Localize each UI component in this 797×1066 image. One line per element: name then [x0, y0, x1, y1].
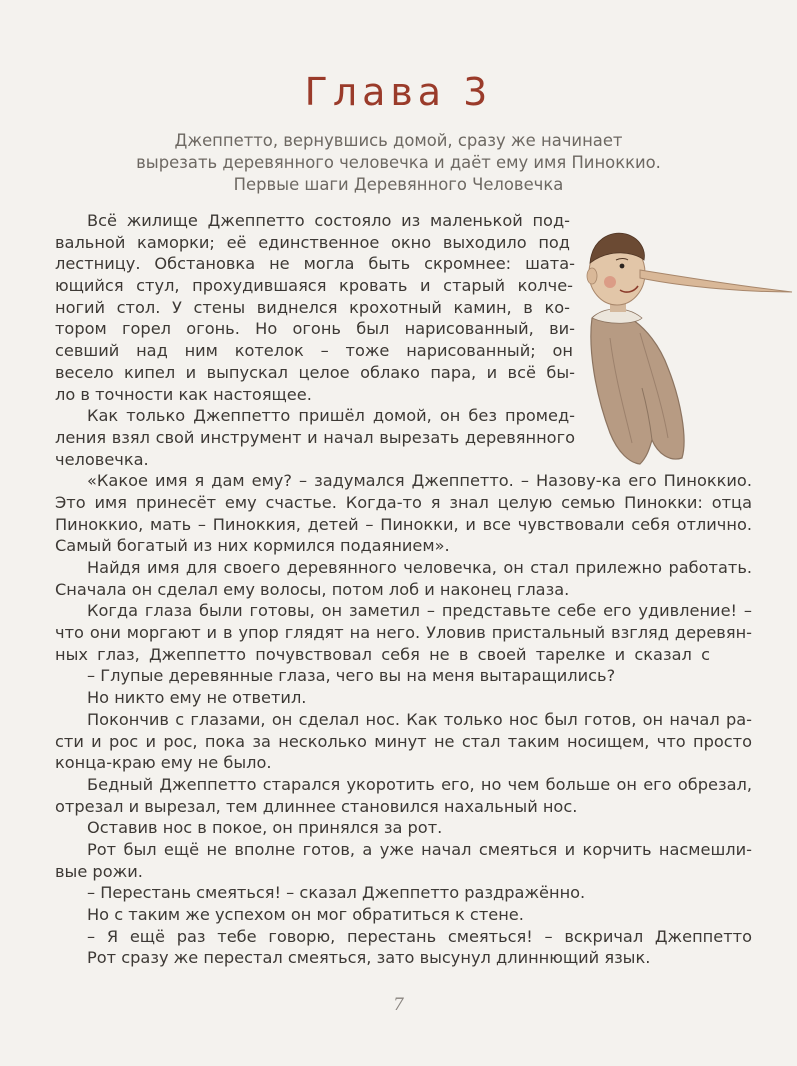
text-line: вые рожи. [55, 861, 143, 881]
text-line: Найдя имя для своего деревянного человечка, он стал прилежно работать. [87, 558, 752, 577]
chapter-text [55, 210, 752, 969]
text-line: отрезал и вырезал, тем длиннее становился нахальный нос. [55, 796, 578, 816]
text-line: Рот был ещё не вполне готов, а уже начал смеяться и корчить насмешли- [87, 839, 752, 859]
chapter-subtitle [100, 130, 697, 196]
text-line: Покончив с глазами, он сделал нос. Как только нос был готов, он начал ра- [87, 709, 752, 729]
text-line: что они моргают и в упор глядят на него. Уловив пристальный взгляд деревян- [55, 623, 752, 643]
text-line: конца-краю ему не было. [55, 753, 272, 773]
text-line: Это имя принесёт ему счастье. Когда-то я знал целую семью Пинокки: отца [55, 492, 752, 512]
text-line: сти и рос и рос, пока за несколько минут не стал таким носищем, что просто [55, 731, 752, 751]
text-line: Но с таким же успехом он мог обратиться к стене. [87, 905, 524, 924]
text-line: Рот сразу же перестал смеяться, зато высунул длиннющий язык. [87, 948, 651, 968]
text-line: лестницу. Обстановка не могла быть скромнее: шата- [55, 254, 575, 274]
text-line: ло в точности как настоящее. [55, 384, 312, 404]
text-line: – Перестань смеяться! – сказал Джеппетто раздражённо. [87, 883, 586, 903]
text-line: «Какое имя я дам ему? – задумался Джеппетто. – Назову-ка его Пиноккио. [87, 471, 752, 491]
text-line: ющийся стул, прохудившаяся кровать и старый колче- [55, 276, 573, 296]
subtitle-line: вырезать деревянного человечка и даёт ему имя Пиноккио. [136, 153, 661, 172]
text-line: весело кипел и выпускал целое облако пара, и всё бы- [55, 362, 575, 382]
text-line: – Я ещё раз тебе говорю, перестань смеяться! – вскричал Джеппетто [87, 926, 752, 946]
text-line: ногий стол. У стены виднелся крохотный камин, в ко- [55, 297, 570, 317]
text-line: Пиноккио, мать – Пиноккия, детей – Пинокки, и все чувствовали себя отлично. [55, 514, 752, 534]
page-number: 7 [393, 995, 404, 1015]
text-line: Сначала он сделал ему волосы, потом лоб и наконец глаза. [55, 579, 570, 599]
text-line: вальной каморки; её единственное окно выходило под [55, 232, 570, 252]
subtitle-line: Джеппетто, вернувшись домой, сразу же начинает [174, 131, 623, 150]
text-line: ления взял свой инструмент и начал вырезать деревянного [55, 427, 575, 447]
text-line: Но никто ему не ответил. [87, 688, 307, 708]
chapter-title: Глава 3 [304, 70, 493, 114]
text-line: Самый богатый из них кормился подаянием». [55, 536, 450, 556]
text-line: – Глупые деревянные глаза, чего вы на меня вытаращились? [87, 666, 616, 686]
text-line: Как только Джеппетто пришёл домой, он без промед- [87, 406, 575, 426]
text-line: человечка. [55, 449, 149, 469]
subtitle-line: Первые шаги Деревянного Человечка [233, 175, 564, 194]
text-line: Когда глаза были готовы, он заметил – представьте себе его удивление! – [87, 601, 752, 621]
text-line: Оставив нос в покое, он принялся за рот. [87, 818, 443, 838]
text-line: севший над ним котелок – тоже нарисованный; он [55, 341, 573, 361]
text-line: Всё жилище Джеппетто состояло из маленькой под- [87, 211, 570, 230]
text-line: Бедный Джеппетто старался укоротить его, но чем больше он его обрезал, [87, 774, 752, 794]
text-line: тором горел огонь. Но огонь был нарисованный, ви- [55, 319, 575, 339]
text-line: ных глаз, Джеппетто почувствовал себя не в своей тарелке и сказал с [55, 644, 710, 664]
